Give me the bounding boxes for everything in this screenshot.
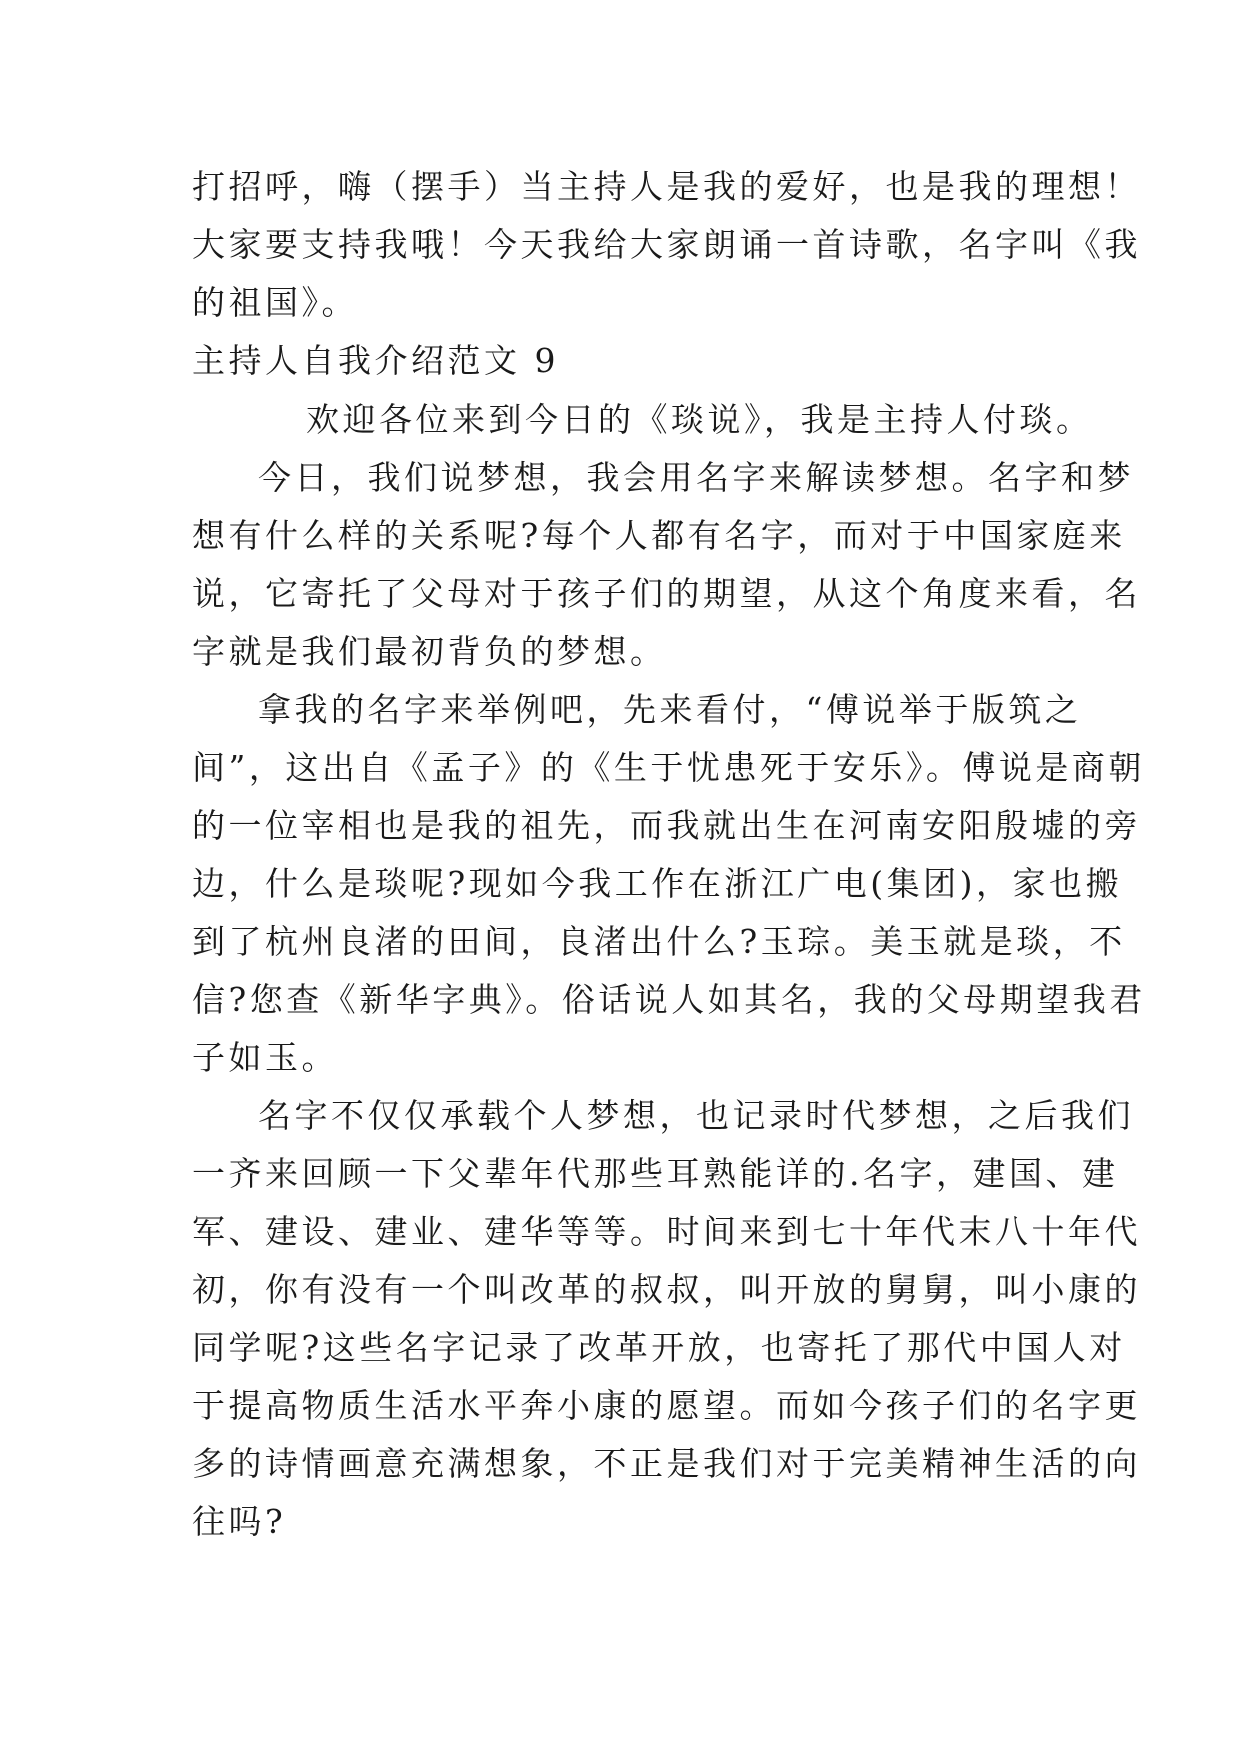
text-line: 于提高物质生活水平奔小康的愿望。而如今孩子们的名字更: [192, 1386, 1141, 1425]
text-line: 往吗?: [192, 1502, 287, 1541]
text-line: 的祖国》。: [192, 283, 358, 322]
paragraph-first-line: 欢迎各位来到今日的《琰说》，我是主持人付琰。: [306, 400, 1093, 439]
text-line: 间”，这出自《孟子》的《生于忧患死于安乐》。傅说是商朝: [192, 748, 1145, 787]
text-line: 多的诗情画意充满想象，不正是我们对于完美精神生活的向: [192, 1444, 1141, 1483]
text-line: 大家要支持我哦！今天我给大家朗诵一首诗歌，名字叫《我: [192, 225, 1141, 264]
text-line: 初，你有没有一个叫改革的叔叔，叫开放的舅舅，叫小康的: [192, 1270, 1141, 1309]
text-line: 军、建设、建业、建华等等。时间来到七十年代末八十年代: [192, 1212, 1141, 1251]
text-line: 说，它寄托了父母对于孩子们的期望，从这个角度来看，名: [192, 574, 1141, 613]
text-line: 字就是我们最初背负的梦想。: [192, 632, 667, 671]
text-line: 的一位宰相也是我的祖先，而我就出生在河南安阳殷墟的旁: [192, 806, 1141, 845]
text-line: 一齐来回顾一下父辈年代那些耳熟能详的.名字，建国、建: [192, 1154, 1119, 1193]
text-line: 打招呼，嗨（摆手）当主持人是我的爱好，也是我的理想！: [192, 167, 1141, 206]
paragraph-first-line: 拿我的名字来举例吧，先来看付，“傅说举于版筑之: [258, 690, 1082, 729]
text-line: 想有什么样的关系呢?每个人都有名字，而对于中国家庭来: [192, 516, 1126, 555]
text-line: 信?您查《新华字典》。俗话说人如其名，我的父母期望我君: [192, 980, 1146, 1019]
text-line: 子如玉。: [192, 1038, 338, 1077]
section-heading: 主持人自我介绍范文 9: [192, 341, 559, 380]
paragraph-first-line: 名字不仅仅承载个人梦想，也记录时代梦想，之后我们: [258, 1096, 1134, 1135]
text-line: 到了杭州良渚的田间，良渚出什么?玉琮。美玉就是琰，不: [192, 922, 1126, 961]
paragraph-first-line: 今日，我们说梦想，我会用名字来解读梦想。名字和梦: [258, 458, 1134, 497]
text-line: 边，什么是琰呢?现如今我工作在浙江广电(集团)，家也搬: [192, 864, 1122, 903]
text-line: 同学呢?这些名字记录了改革开放，也寄托了那代中国人对: [192, 1328, 1126, 1367]
